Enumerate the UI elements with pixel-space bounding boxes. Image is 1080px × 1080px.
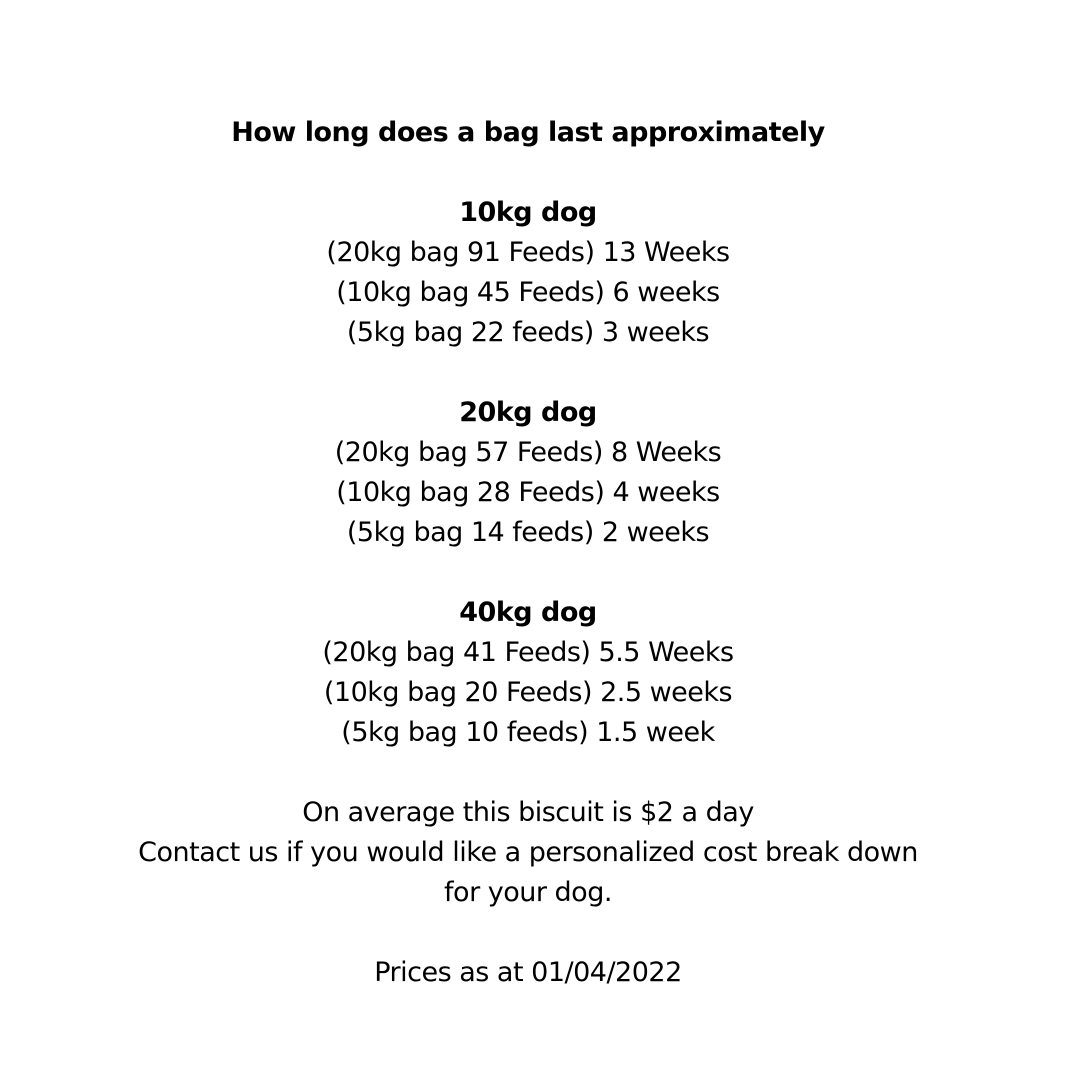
section-heading: 40kg dog [459, 597, 597, 628]
bag-duration-line: (20kg bag 57 Feeds) 8 Weeks [334, 437, 722, 468]
spacer [0, 153, 1056, 193]
contact-text: Contact us if you would like a personalized cost break down [138, 837, 918, 868]
average-cost-text: On average this biscuit is $2 a day [302, 797, 754, 828]
feeding-guide [0, 113, 1056, 993]
bag-duration-line: (20kg bag 41 Feeds) 5.5 Weeks [322, 637, 734, 668]
bag-duration-line: (10kg bag 28 Feeds) 4 weeks [336, 477, 720, 508]
prices-date-text: Prices as at 01/04/2022 [374, 957, 682, 988]
section-20kg-dog [0, 393, 1056, 553]
spacer [0, 753, 1056, 793]
bag-duration-line: (5kg bag 22 feeds) 3 weeks [346, 317, 710, 348]
spacer [0, 913, 1056, 953]
contact-text-continued: for your dog. [444, 877, 612, 908]
bag-duration-line: (10kg bag 20 Feeds) 2.5 weeks [323, 677, 733, 708]
section-40kg-dog [0, 593, 1056, 753]
section-10kg-dog [0, 193, 1056, 353]
bag-duration-line: (5kg bag 14 feeds) 2 weeks [346, 517, 710, 548]
section-heading: 10kg dog [459, 197, 597, 228]
spacer [0, 353, 1056, 393]
page-title: How long does a bag last approximately [231, 117, 825, 148]
bag-duration-line: (10kg bag 45 Feeds) 6 weeks [336, 277, 720, 308]
section-heading: 20kg dog [459, 397, 597, 428]
bag-duration-line: (20kg bag 91 Feeds) 13 Weeks [326, 237, 730, 268]
bag-duration-line: (5kg bag 10 feeds) 1.5 week [341, 717, 715, 748]
footer-notes [0, 793, 1056, 993]
spacer [0, 553, 1056, 593]
